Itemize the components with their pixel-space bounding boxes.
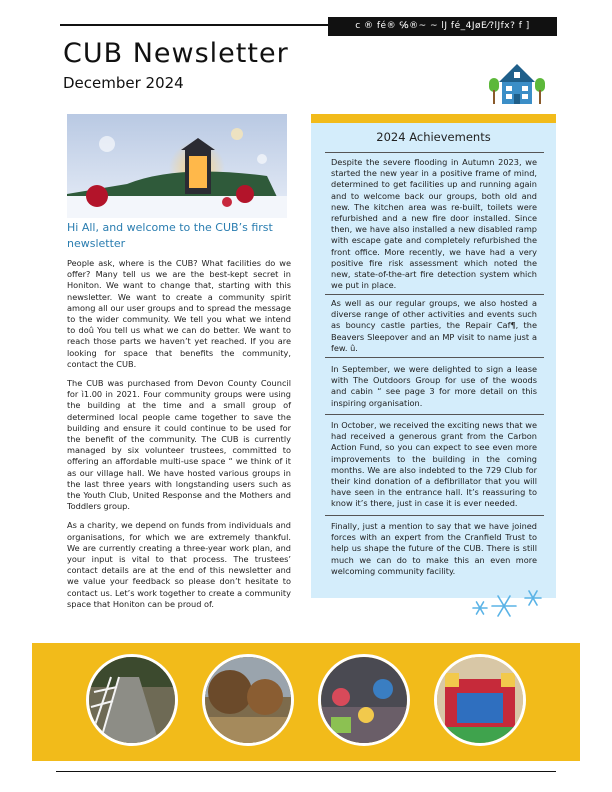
ramp-photo [86, 654, 178, 746]
bouncy-castle-photo [434, 654, 526, 746]
welcome-heading: Hi All, and welcome to the CUB’s first newsletter [67, 221, 273, 250]
achievement-item: In September, we were delighted to sign a lease with The Outdoors Group for use of the woods and cabin “ see page 3 for more detail on this inspiring organisation. [331, 364, 537, 408]
bottom-rule [56, 771, 556, 772]
welcome-body [67, 258, 291, 618]
achievements-accent-bar [311, 114, 556, 123]
achievements-divider [325, 515, 544, 516]
achievements-title: 2024 Achievements [376, 130, 491, 144]
achievements-divider [325, 294, 544, 295]
playgroup-photo [318, 654, 410, 746]
newsletter-title: CUB Newsletter [63, 38, 289, 69]
achievement-item: In October, we received the exciting news that we had received a generous grant from the Carbon Action Fund, so you can expect to see even more improvements to the building in the coming months. We are also indebted to the 729 Club for their kind donation of a defibrillator that you will have seen in the entrance hall. It’s reassuring to know it’s there, just in case it is ever needed. [331, 420, 537, 509]
lantern-photo [67, 114, 287, 218]
achievement-item: Despite the severe flooding in Autumn 2023, we started the new year in a positive frame of mind, determined to get facilities up and running again and to welcome back our groups, both old and new. The kitchen area was re-built, toilets were refurbished and a new fire door installed. Since then, we have also installed a new disabled ramp with escape gate and completely refurbished the front office. More recently, we have had a very positive fire risk assessment which noted the new, state-of-the-art fire detection system which we put in place. [331, 157, 537, 291]
achievement-item: Finally, just a mention to say that we have joined forces with an expert from the Cranfield Trust to help us shape the future of the CUB. There is still much we can do to make this an even more welcoming community facility. [331, 521, 537, 576]
welcome-paragraph: People ask, where is the CUB? What facilities do we offer? Many tell us we are the best-kept secret in Honiton. We want to change that, starting with this newsletter. We want to create a community spirit among all our user groups and to spread the message to the wider community. We tell you what we intend to doû You tell us what we can do better. We want to reach those parts we haven’t yet reached. If you are looking for space that benefits the community, contact the CUB. [67, 258, 291, 369]
welcome-paragraph: The CUB was purchased from Devon County Council for ì1.00 in 2021. Four community groups were using the building at the time and a small group of determined local people came together to save the building and ensure it could continue to be used for the benefit of the community. The CUB is currently managed by six volunteer trustees, committed to offering an affordable multi-use space “ we think of it as our village hall. We have hosted various groups in the last three years with longstanding users such as the Youth Club, United Response and the Mothers and Toddlers group. [67, 378, 291, 512]
achievements-divider [325, 357, 544, 358]
header-tagline: c ® fé® ℅®~ ~ lJ fé_4JøE⁄?lJfx? f ] [328, 17, 557, 36]
garden-photo [202, 654, 294, 746]
snowflakes-icon [470, 586, 546, 626]
house-with-trees-icon [487, 62, 547, 108]
achievements-divider [325, 414, 544, 415]
achievement-item: As well as our regular groups, we also hosted a diverse range of other activities and events such as bouncy castle parties, the Repair Caf¶, the Beavers Sleepover and an MP visit to name just a few. û. [331, 298, 537, 353]
newsletter-date: December 2024 [63, 74, 184, 92]
achievements-divider [325, 152, 544, 153]
welcome-paragraph: As a charity, we depend on funds from individuals and organisations, for which we are extremely thankful. We are currently creating a three-year work plan, and your input is vital to that process. The trustees’ contact details are at the end of this newsletter and we value your feedback so please don’t hesitate to contact us. Let’s work together to create a community space that Honiton can be proud of. [67, 520, 291, 609]
